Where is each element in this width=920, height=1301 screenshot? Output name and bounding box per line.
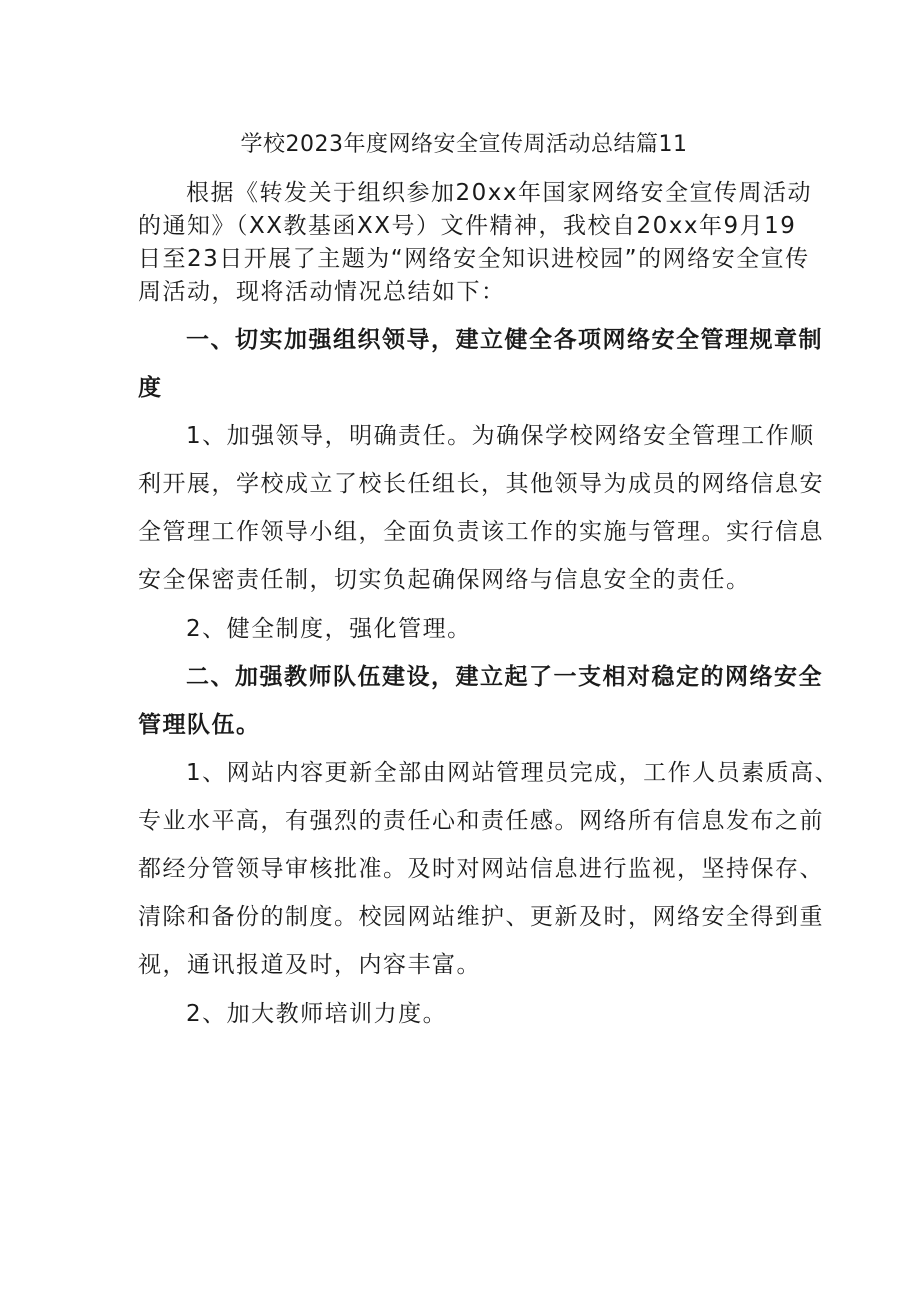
section2-item1-line-4: 清除和备份的制度。校园网站维护、更新及时，网络安全得到重 (138, 904, 824, 930)
intro-line-3: 日至23日开展了主题为“网络安全知识进校园”的网络安全宣传 (138, 246, 810, 272)
section2-item1-line-3: 都经分管领导审核批准。及时对网站信息进行监视，坚持保存、 (138, 856, 824, 882)
section2-item1-line-2: 专业水平高，有强烈的责任心和责任感。网络所有信息发布之前 (138, 808, 824, 834)
section2-heading-line-2: 管理队伍。 (138, 712, 261, 738)
section1-heading-line-2: 度 (138, 375, 163, 401)
section1-item2: 2、健全制度，强化管理。 (186, 616, 472, 642)
section2-item2: 2、加大教师培训力度。 (186, 1001, 448, 1027)
section2-heading-line-1: 二、加强教师队伍建设，建立起了一支相对稳定的网络安全 (186, 664, 823, 690)
section1-item1-line-1: 1、加强领导，明确责任。为确保学校网络安全管理工作顺 (186, 423, 815, 449)
section2-item1-line-1: 1、网站内容更新全部由网站管理员完成，工作人员素质高、 (186, 760, 840, 786)
section1-item1-line-2: 利开展，学校成立了校长任组长，其他领导为成员的网络信息安 (138, 471, 824, 497)
section1-item1-line-4: 安全保密责任制，切实负起确保网络与信息安全的责任。 (138, 567, 751, 593)
section1-item1-line-3: 全管理工作领导小组，全面负责该工作的实施与管理。实行信息 (138, 519, 824, 545)
intro-line-2: 的通知》（XX教基函XX号）文件精神，我校自20xx年9月19 (138, 213, 797, 239)
intro-line-4: 周活动，现将活动情况总结如下： (138, 279, 506, 305)
intro-line-1: 根据《转发关于组织参加20xx年国家网络安全宣传周活动 (186, 180, 812, 206)
document-title: 学校2023年度网络安全宣传周活动总结篇11 (240, 132, 688, 157)
section1-heading-line-1: 一、切实加强组织领导，建立健全各项网络安全管理规章制 (186, 327, 823, 353)
section2-item1-line-5: 视，通讯报道及时，内容丰富。 (138, 952, 481, 978)
